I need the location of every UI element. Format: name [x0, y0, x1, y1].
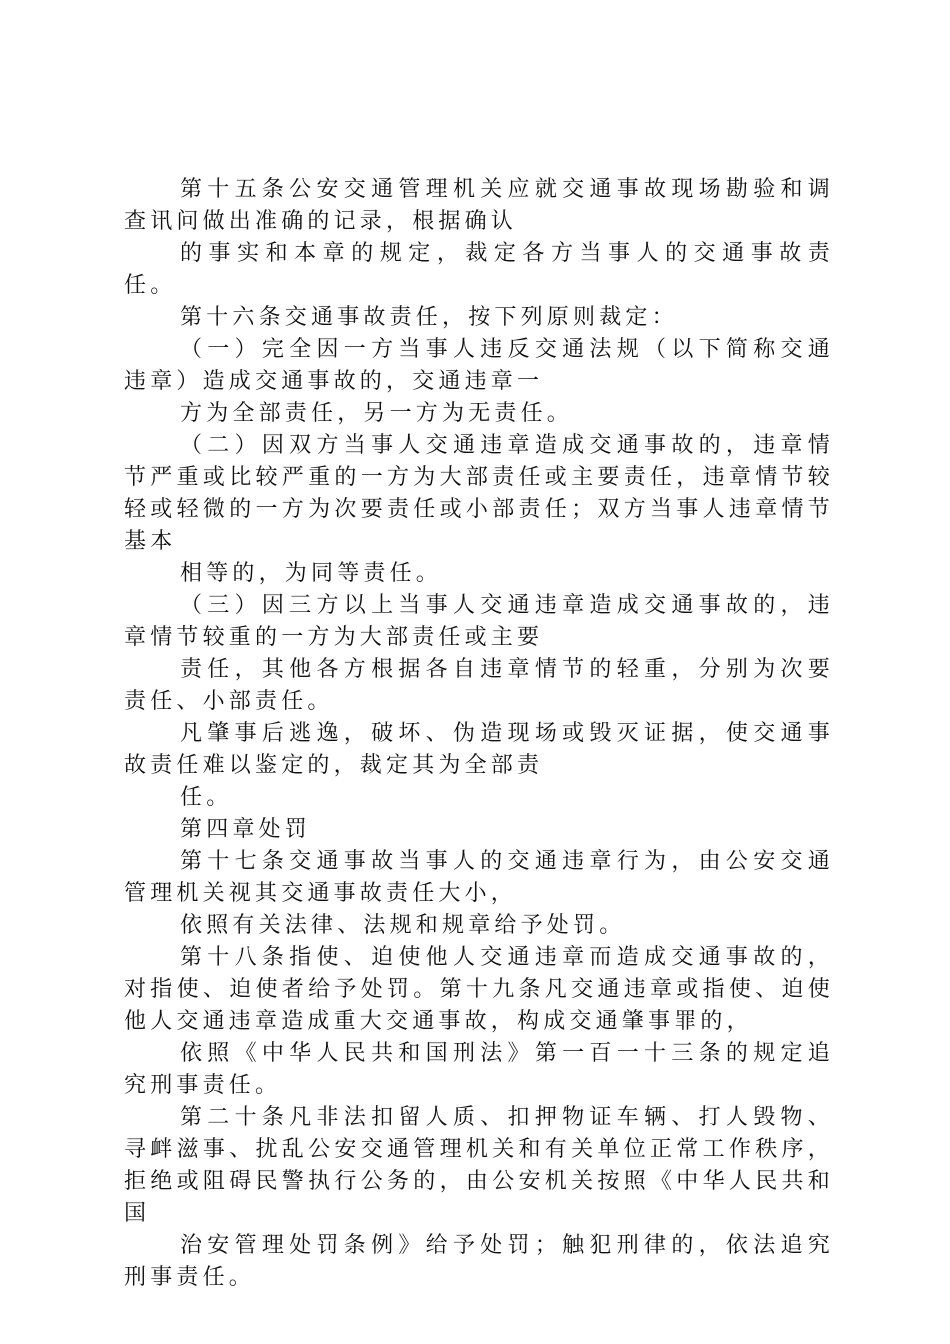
chapter-heading: 第四章处罚: [180, 817, 312, 842]
paragraph: 任。: [180, 785, 233, 810]
document-page: [124, 174, 834, 1294]
paragraph: 依照有关法律、法规和规章给予处罚。: [180, 913, 626, 938]
paragraph: （一）完全因一方当事人违反交通法规（以下简称交通违章）造成交通事故的，交通违章一: [124, 337, 834, 394]
paragraph: 第二十条凡非法扣留人质、扣押物证车辆、打人毁物、寻衅滋事、扰乱公安交通管理机关和有关单位正常工作秩序，拒绝或阻碍民警执行公务的，由公安机关按照《中华人民共和国: [124, 1105, 834, 1226]
paragraph: 责任，其他各方根据各自违章情节的轻重，分别为次要责任、小部责任。: [124, 657, 834, 714]
paragraph: 方为全部责任，另一方为无责任。: [180, 401, 574, 426]
paragraph: 治安管理处罚条例》给予处罚；触犯刑律的，依法追究刑事责任。: [124, 1233, 834, 1290]
paragraph: 第十六条交通事故责任，按下列原则裁定：: [180, 305, 678, 330]
paragraph: 第十七条交通事故当事人的交通违章行为，由公安交通管理机关视其交通事故责任大小，: [124, 849, 834, 906]
paragraph: 第十五条公安交通管理机关应就交通事故现场勘验和调查讯问做出准确的记录，根据确认: [124, 177, 834, 234]
paragraph: 依照《中华人民共和国刑法》第一百一十三条的规定追究刑事责任。: [124, 1041, 834, 1098]
paragraph: 第十八条指使、迫使他人交通违章而造成交通事故的，对指使、迫使者给予处罚。第十九条凡交通违章或指使、迫使他人交通违章造成重大交通事故，构成交通肇事罪的，: [124, 945, 834, 1034]
paragraph: 凡肇事后逃逸，破坏、伪造现场或毁灭证据，使交通事故责任难以鉴定的，裁定其为全部责: [124, 721, 834, 778]
paragraph: （二）因双方当事人交通违章造成交通事故的，违章情节严重或比较严重的一方为大部责任或主要责任，违章情节较轻或轻微的一方为次要责任或小部责任；双方当事人违章情节基本: [124, 433, 834, 554]
paragraph: 相等的，为同等责任。: [180, 561, 443, 586]
paragraph: （三）因三方以上当事人交通违章造成交通事故的，违章情节较重的一方为大部责任或主要: [124, 593, 834, 650]
paragraph: 的事实和本章的规定，裁定各方当事人的交通事故责任。: [124, 241, 834, 298]
